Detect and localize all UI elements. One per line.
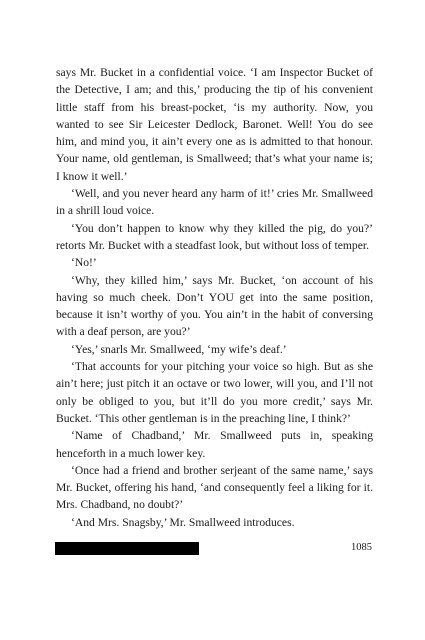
paragraph: ‘That accounts for your pitching your voice so high. But as she ain’t here; just pitch it an octave or two lower, will you, and I’ll not only be obliged to you, but it’ll do you more credit,’ says Mr. Bucket. ‘This other gentleman is in the preaching line, I think?’ bbox=[56, 360, 373, 425]
paragraph: says Mr. Bucket in a confidential voice. ‘I am Inspector Bucket of the Detective, I am; and this,’ producing the tip of his convenient little staff from his breast-pocket, ‘is my authority. Now, you wanted to see Sir Leicester Dedlock, Baronet. Well! You do see him, and mind you, it ain’t every one as is admitted to that honour. Your name, old gentleman, is Smallweed; that’s what your name is; I know it well.’ bbox=[56, 66, 373, 183]
paragraph: ‘Yes,’ snarls Mr. Smallweed, ‘my wife’s deaf.’ bbox=[71, 342, 287, 356]
paragraph: ‘And Mrs. Snagsby,’ Mr. Smallweed introduces. bbox=[71, 515, 295, 529]
paragraph: ‘Name of Chadband,’ Mr. Smallweed puts in, speaking henceforth in a much lower key. bbox=[56, 429, 373, 460]
paragraph: ‘You don’t happen to know why they killed the pig, do you?’ retorts Mr. Bucket with a steadfast look, but without loss of temper. bbox=[56, 221, 373, 252]
redaction-bar bbox=[55, 542, 199, 555]
paragraph: ‘No!’ bbox=[71, 256, 97, 270]
paragraph: ‘Well, and you never heard any harm of it!’ cries Mr. Smallweed in a shrill loud voice. bbox=[56, 187, 373, 218]
page-number: 1085 bbox=[351, 542, 372, 553]
body-text bbox=[56, 64, 373, 531]
paragraph: ‘Why, they killed him,’ says Mr. Bucket, ‘on account of his having so much cheek. Don’t YOU get into the same position, because it isn’t worthy of you. You ain’t in the habit of conversing with a deaf person, are you?’ bbox=[56, 273, 373, 339]
paragraph: ‘Once had a friend and brother serjeant of the same name,’ says Mr. Bucket, offering his hand, ‘and consequently feel a liking for it. Mrs. Chadband, no doubt?’ bbox=[56, 463, 373, 512]
